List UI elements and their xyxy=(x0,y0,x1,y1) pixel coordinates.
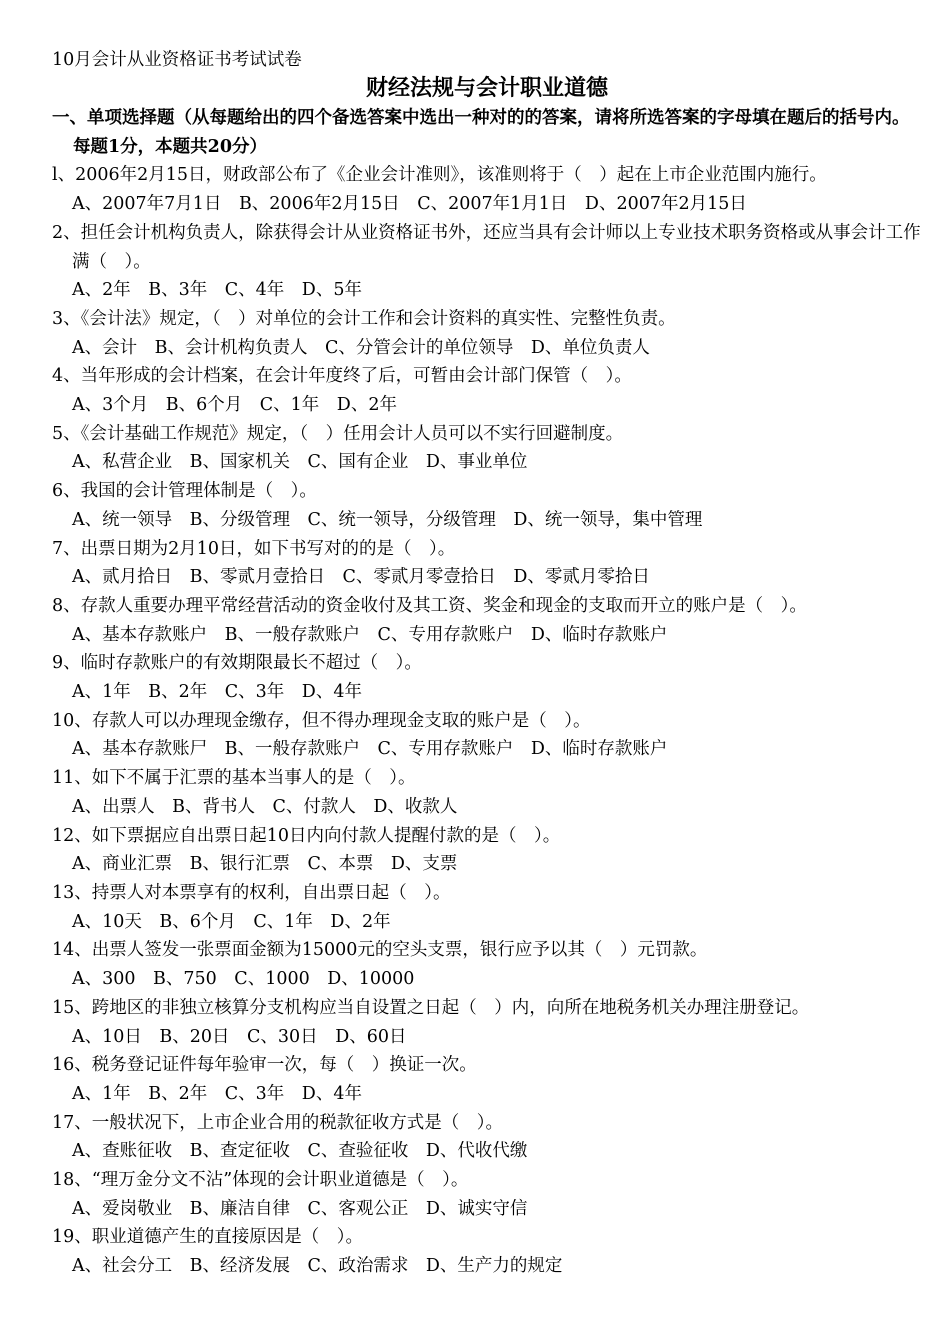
answer-options: A、10日 B、20日 C、30日 D、60日 xyxy=(72,1026,407,1047)
question-text: 11、如下不属于汇票的基本当事人的是（ ）。 xyxy=(52,768,416,789)
question-text: 6、我国的会计管理体制是（ ）。 xyxy=(52,481,317,502)
exam-page xyxy=(52,46,922,1281)
question-text: 3、《会计法》规定，（ ）对单位的会计工作和会计资料的真实性、完整性负责。 xyxy=(52,308,676,329)
answer-options: A、2年 B、3年 C、4年 D、5年 xyxy=(72,280,362,301)
question-text: 2、担任会计机构负责人，除获得会计从业资格证书外，还应当具有会计师以上专业技术职务资格或从事会计工作满（ ）。 xyxy=(52,222,921,272)
question-text: 12、如下票据应自出票日起10日内向付款人提醒付款的是（ ）。 xyxy=(52,825,561,846)
answer-options: A、出票人 B、背书人 C、付款人 D、收款人 xyxy=(72,796,458,817)
question-text: 4、当年形成的会计档案，在会计年度终了后，可暂由会计部门保管（ ）。 xyxy=(52,366,632,387)
answer-options: A、2007年7月1日 B、2006年2月15日 C、2007年1月1日 D、2007年2月15日 xyxy=(72,194,747,215)
question-text: 16、税务登记证件每年验审一次，每（ ）换证一次。 xyxy=(52,1055,477,1076)
question-text: 17、一般状况下，上市企业合用的税款征收方式是（ ）。 xyxy=(52,1112,504,1133)
question-text: l、2006年2月15日，财政部公布了《企业会计准则》，该准则将于（ ）起在上市企业范围内施行。 xyxy=(52,165,827,186)
answer-options: A、爱岗敬业 B、廉洁自律 C、客观公正 D、诚实守信 xyxy=(72,1198,528,1219)
question-text: 8、存款人重要办理平常经营活动的资金收付及其工资、奖金和现金的支取而开立的账户是（ ）。 xyxy=(52,595,807,616)
answer-options: A、1年 B、2年 C、3年 D、4年 xyxy=(72,682,362,703)
question-text: 10、存款人可以办理现金缴存，但不得办理现金支取的账户是（ ）。 xyxy=(52,710,591,731)
question-text: 5、《会计基础工作规范》规定，（ ）任用会计人员可以不实行回避制度。 xyxy=(52,423,624,444)
question-text: 7、出票日期为2月10日，如下书写对的的是（ ）。 xyxy=(52,538,456,559)
answer-options: A、会计 B、会计机构负责人 C、分管会计的单位领导 D、单位负责人 xyxy=(72,337,650,358)
answer-options: A、300 B、750 C、1000 D、10000 xyxy=(72,969,415,990)
exam-header: 10月会计从业资格证书考试试卷 xyxy=(52,50,302,70)
question-text: 15、跨地区的非独立核算分支机构应当自设置之日起（ ）内，向所在地税务机关办理注册登记。 xyxy=(52,997,810,1018)
answer-options: A、1年 B、2年 C、3年 D、4年 xyxy=(72,1083,362,1104)
answer-options: A、查账征收 B、查定征收 C、查验征收 D、代收代缴 xyxy=(72,1141,528,1162)
answer-options: A、贰月拾日 B、零贰月壹拾日 C、零贰月零壹拾日 D、零贰月零拾日 xyxy=(72,567,650,588)
section-heading: 一、单项选择题（从每题给出的四个备选答案中选出一种对的的答案，请将所选答案的字母填在题后的括号内。每题1分，本题共20分） xyxy=(52,108,910,157)
answer-options: A、商业汇票 B、银行汇票 C、本票 D、支票 xyxy=(72,854,458,875)
question-text: 9、临时存款账户的有效期限最长不超过（ ）。 xyxy=(52,653,422,674)
answer-options: A、10天 B、6个月 C、1年 D、2年 xyxy=(72,911,391,932)
exam-title: 财经法规与会计职业道德 xyxy=(365,75,608,101)
question-text: 19、职业道德产生的直接原因是（ ）。 xyxy=(52,1227,364,1248)
answer-options: A、3个月 B、6个月 C、1年 D、2年 xyxy=(72,395,397,416)
question-list xyxy=(52,161,922,1280)
answer-options: A、基本存款账户 B、一般存款账户 C、专用存款账户 D、临时存款账户 xyxy=(72,624,668,645)
question-text: 18、“理万金分文不沾”体现的会计职业道德是（ ）。 xyxy=(52,1170,469,1191)
question-text: 13、持票人对本票享有的权利，自出票日起（ ）。 xyxy=(52,882,451,903)
answer-options: A、私营企业 B、国家机关 C、国有企业 D、事业单位 xyxy=(72,452,528,473)
question-text: 14、出票人签发一张票面金额为15000元的空头支票，银行应予以其（ ）元罚款。 xyxy=(52,940,708,961)
answer-options: A、统一领导 B、分级管理 C、统一领导，分级管理 D、统一领导，集中管理 xyxy=(72,509,703,530)
answer-options: A、基本存款账尸 B、一般存款账户 C、专用存款账户 D、临时存款账户 xyxy=(72,739,668,760)
answer-options: A、社会分工 B、经济发展 C、政治需求 D、生产力的规定 xyxy=(72,1256,563,1277)
